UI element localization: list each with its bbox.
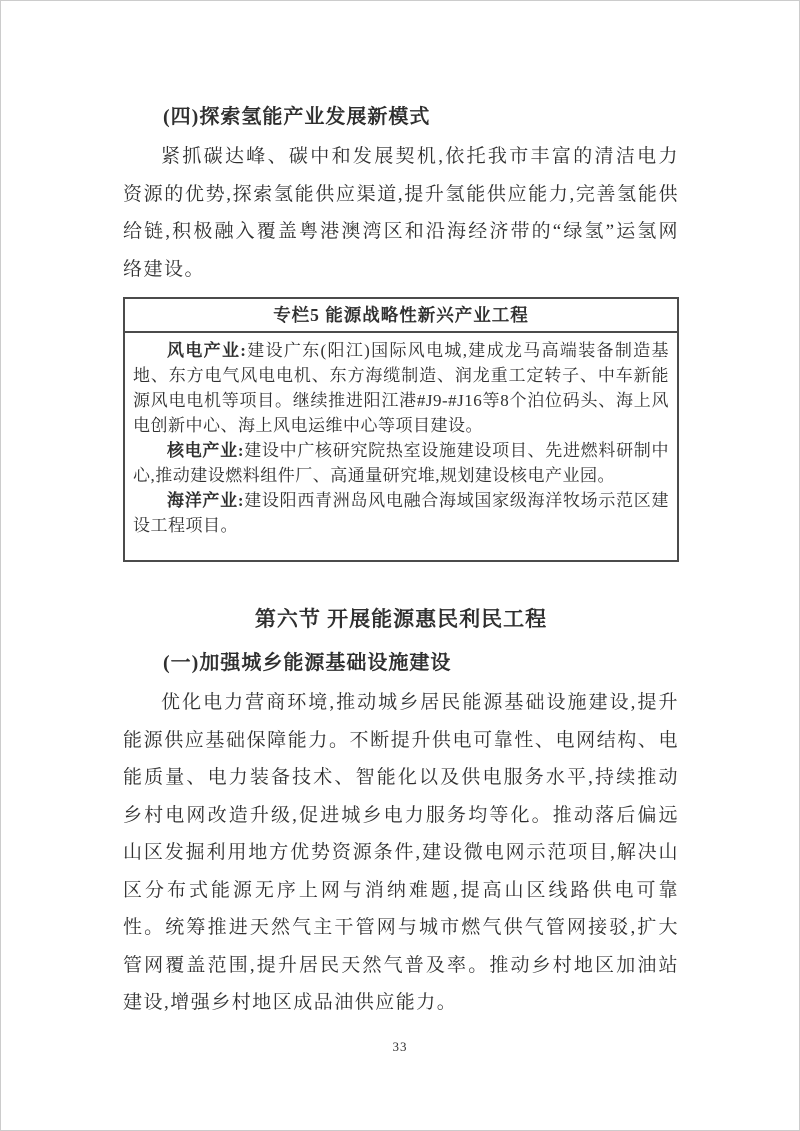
- feature-box-body: [125, 333, 677, 560]
- heading-hydrogen-section: (四)探索氢能产业发展新模式: [163, 106, 431, 128]
- box-item-marine-industry: [133, 488, 669, 538]
- box-item-nuclear-power: [133, 438, 669, 488]
- para-infrastructure: 优化电力营商环境,推动城乡居民能源基础设施建设,提升能源供应基础保障能力。不断提升供电可靠性、电网结构、电能质量、电力装备技术、智能化以及供电服务水平,持续推动乡村电网改造升级,促进城乡电力服务均等化。推动落后偏远山区发掘利用地方优势资源条件,建设微电网示范项目,解决山区分布式能源无序上网与消纳难题,提高山区线路供电可靠性。统筹推进天然气主干管网与城市燃气供气管网接驳,扩大管网覆盖范围,提升居民天然气普及率。推动乡村地区加油站建设,增强乡村地区成品油供应能力。: [123, 692, 679, 1013]
- box-item-marine-text: 建设阳西青洲岛风电融合海域国家级海洋牧场示范区建设工程项目。: [133, 491, 669, 535]
- page-number: 33: [392, 1039, 408, 1054]
- box-item-nuclear-text: 建设中广核研究院热室设施建设项目、先进燃料研制中心,推动建设燃料组件厂、高通量研究堆,规划建设核电产业园。: [133, 441, 669, 485]
- box-item-wind-text: 建设广东(阳江)国际风电城,建成龙马高端装备制造基地、东方电气风电电机、东方海缆制造、润龙重工定转子、中车新能源风电电机等项目。继续推进阳江港#J9-#J16等8个泊位码头、海上风电创新中心、海上风电运维中心等项目建设。: [133, 341, 669, 435]
- box-item-marine-lead: 海洋产业:: [167, 491, 244, 510]
- box-item-wind-power: [133, 338, 669, 438]
- heading-section-six: 第六节 开展能源惠民利民工程: [254, 607, 548, 631]
- page-content: [123, 102, 679, 1022]
- box-item-wind-lead: 风电产业:: [167, 341, 247, 360]
- feature-box-title: 专栏5 能源战略性新兴产业工程: [125, 299, 677, 333]
- para-hydrogen: 紧抓碳达峰、碳中和发展契机,依托我市丰富的清洁电力资源的优势,探索氢能供应渠道,提升氢能供应能力,完善氢能供给链,积极融入覆盖粤港澳湾区和沿海经济带的“绿氢”运氢网络建设。: [123, 146, 679, 280]
- box-item-nuclear-lead: 核电产业:: [167, 441, 244, 460]
- heading-urban-rural-infrastructure: (一)加强城乡能源基础设施建设: [163, 652, 452, 674]
- feature-box-column5: [123, 297, 679, 562]
